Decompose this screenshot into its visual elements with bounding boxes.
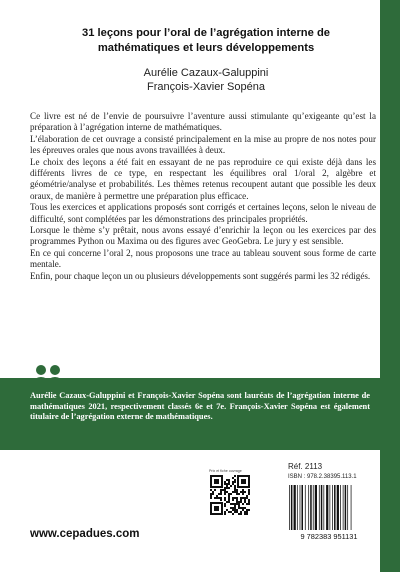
title-line-2: mathématiques et leurs développements xyxy=(97,42,315,54)
paragraph: Le choix des leçons a été fait en essayant de ne pas reproduire ce qui existe déjà dans les différents livres de ce type, en respectant les équilibres oral 1/oral 2, algèbre et géométrie/analyse et probabilités. Les thèmes retenus recoupent autant que possible les deux oraux, de manière à permettre une préparation plus efficace. xyxy=(30,156,376,201)
paragraph: En ce qui concerne l’oral 2, nous proposons une trace au tableau souvent sous forme de carte mentale. xyxy=(30,247,376,270)
authors xyxy=(30,66,382,94)
title-line-1: 31 leçons pour l’oral de l’agrégation interne de xyxy=(81,27,331,39)
barcode xyxy=(286,483,372,541)
author-2: François-Xavier Sopéna xyxy=(146,81,265,93)
author-bio: Aurélie Cazaux-Galuppini et François-Xavier Sopéna sont lauréats de l’agrégation interne de mathématiques 2021, respectivement classés 6e et 7e. François-Xavier Sopéna est également titulaire de l’agrégation externe de mathématiques. xyxy=(30,391,370,422)
paragraph: Tous les exercices et applications proposés sont corrigés et certaines leçons, selon le niveau de difficulté, sont complétées par les démonstrations des principales propriétés. xyxy=(30,202,376,224)
description xyxy=(30,111,376,282)
paragraph: Ce livre est né de l’envie de poursuivre l’aventure aussi stimulante qu’exigeante qu’est la préparation à l’agrégation interne de mathématiques. xyxy=(30,111,376,133)
qr-caption: Prix et fiche ouvrage xyxy=(209,469,242,473)
reference-number: Réf. 2113 xyxy=(288,462,323,471)
publisher-url[interactable]: www.cepadues.com xyxy=(30,528,140,540)
book-title xyxy=(30,26,382,56)
isbn: ISBN : 978.2.38395.113.1 xyxy=(288,474,357,480)
green-side-stripe xyxy=(380,0,400,572)
paragraph: Lorsque le thème s’y prêtait, nous avons essayé d’enrichir la leçon ou les exercices par des programmes Python ou Maxima ou des figures avec GeoGebra. Le jury y est sensible. xyxy=(30,225,376,247)
paragraph: L’élaboration de cet ouvrage a consisté principalement en la mise au propre de nos notes pour les épreuves orales que nous avons travaillées à deux. xyxy=(30,133,376,156)
author-1: Aurélie Cazaux-Galuppini xyxy=(143,67,269,79)
barcode-number: 9 782383 951131 xyxy=(300,532,358,541)
qr-code[interactable] xyxy=(210,475,250,515)
paragraph: Enfin, pour chaque leçon un ou plusieurs développements sont suggérés parmi les 32 rédigés. xyxy=(30,270,371,281)
people-icon xyxy=(30,363,66,389)
